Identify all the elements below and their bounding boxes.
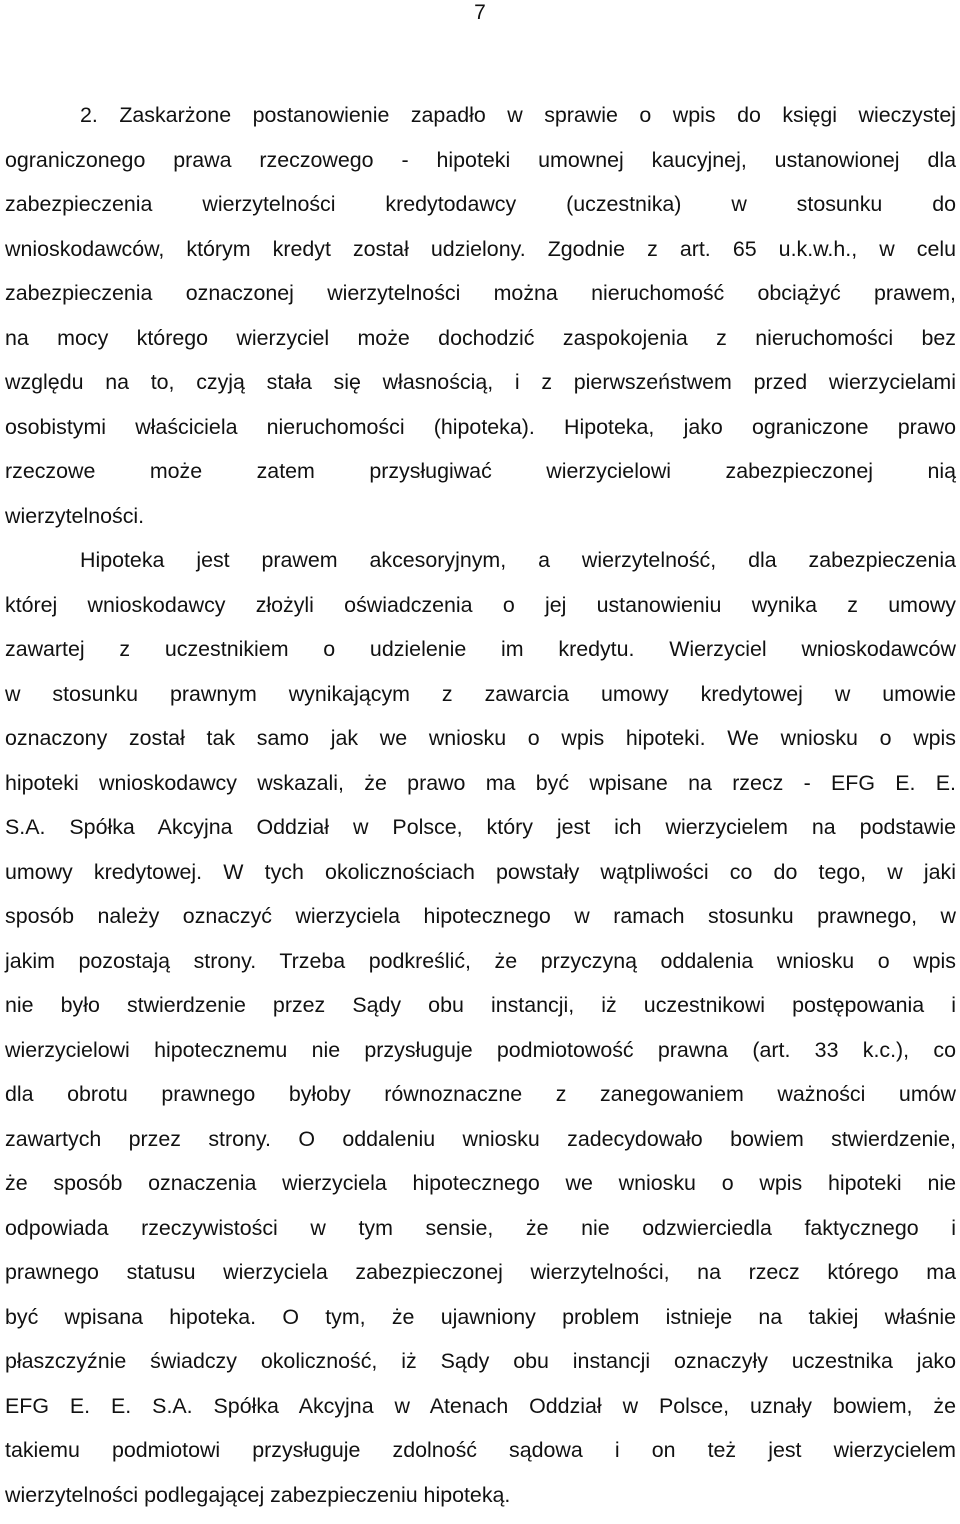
text-line: ograniczonego prawa rzeczowego - hipoteki umownej kaucyjnej, ustanowionej dla: [5, 147, 956, 172]
text-line: rzeczowe może zatem przysługiwać wierzycielowi zabezpieczonej nią: [5, 459, 956, 483]
text-line: takiemu podmiotowi przysługuje zdolność sądowa i on też jest wierzycielem: [5, 1438, 956, 1462]
text-line: sposób należy oznaczyć wierzyciela hipotecznego w ramach stosunku prawnego, w: [5, 904, 956, 928]
text-line: EFG E. E. S.A. Spółka Akcyjna w Atenach Oddział w Polsce, uznały bowiem, że: [5, 1393, 956, 1418]
text-line: w stosunku prawnym wynikającym z zawarcia umowy kredytowej w umowie: [5, 681, 956, 706]
text-line: dla obrotu prawnego byłoby równoznaczne z zanegowaniem ważności umów: [5, 1082, 956, 1106]
text-line: której wnioskodawcy złożyli oświadczenia o jej ustanowieniu wynika z umowy: [5, 592, 956, 617]
text-line: zawartej z uczestnikiem o udzielenie im kredytu. Wierzyciel wnioskodawców: [5, 637, 956, 661]
text-line: być wpisana hipoteka. O tym, że ujawniony problem istnieje na takiej właśnie: [5, 1304, 956, 1329]
text-line: wierzytelności podlegającej zabezpieczeniu hipoteką.: [5, 1482, 511, 1507]
text-line: osobistymi właściciela nieruchomości (hipoteka). Hipoteka, jako ograniczone prawo: [5, 414, 956, 439]
text-line: nie było stwierdzenie przez Sądy obu instancji, iż uczestnikowi postępowania i: [5, 993, 956, 1017]
text-line: wierzycielowi hipotecznemu nie przysługuje podmiotowość prawna (art. 33 k.c.), co: [5, 1037, 956, 1062]
paragraph-2: [5, 538, 956, 1517]
text-line: zabezpieczenia oznaczonej wierzytelności można nieruchomość obciążyć prawem,: [5, 281, 956, 305]
text-line: odpowiada rzeczywistości w tym sensie, że nie odzwierciedla faktycznego i: [5, 1215, 956, 1240]
text-line: hipoteki wnioskodawcy wskazali, że prawo ma być wpisane na rzecz - EFG E. E.: [5, 770, 956, 795]
document-body: [5, 93, 956, 1517]
text-line: wnioskodawców, którym kredyt został udzielony. Zgodnie z art. 65 u.k.w.h., w celu: [5, 236, 956, 261]
text-line: względu na to, czyją stała się własnością, i z pierwszeństwem przed wierzycielami: [5, 370, 956, 394]
text-line: wierzytelności.: [5, 503, 145, 528]
text-line: 2. Zaskarżone postanowienie zapadło w sprawie o wpis do księgi wieczystej: [80, 103, 956, 127]
text-line: że sposób oznaczenia wierzyciela hipotecznego we wniosku o wpis hipoteki nie: [5, 1171, 956, 1195]
text-line: umowy kredytowej. W tych okolicznościach powstały wątpliwości co do tego, w jaki: [5, 859, 956, 884]
text-line: zabezpieczenia wierzytelności kredytodawcy (uczestnika) w stosunku do: [5, 192, 956, 216]
text-line: prawnego statusu wierzyciela zabezpieczonej wierzytelności, na rzecz którego ma: [5, 1260, 956, 1284]
paragraph-1: [5, 93, 956, 538]
text-line: Hipoteka jest prawem akcesoryjnym, a wierzytelność, dla zabezpieczenia: [80, 548, 956, 572]
text-line: jakim pozostają strony. Trzeba podkreślić, że przyczyną oddalenia wniosku o wpis: [5, 948, 956, 973]
text-line: S.A. Spółka Akcyjna Oddział w Polsce, który jest ich wierzycielem na podstawie: [5, 815, 956, 839]
text-line: na mocy którego wierzyciel może dochodzić zaspokojenia z nieruchomości bez: [5, 325, 956, 350]
text-line: zawartych przez strony. O oddaleniu wniosku zadecydowało bowiem stwierdzenie,: [5, 1126, 956, 1151]
text-line: płaszczyźnie świadczy okoliczność, iż Sądy obu instancji oznaczyły uczestnika jako: [5, 1349, 956, 1373]
text-line: oznaczony został tak samo jak we wniosku o wpis hipoteki. We wniosku o wpis: [5, 726, 956, 750]
page-number: 7: [474, 1, 486, 24]
